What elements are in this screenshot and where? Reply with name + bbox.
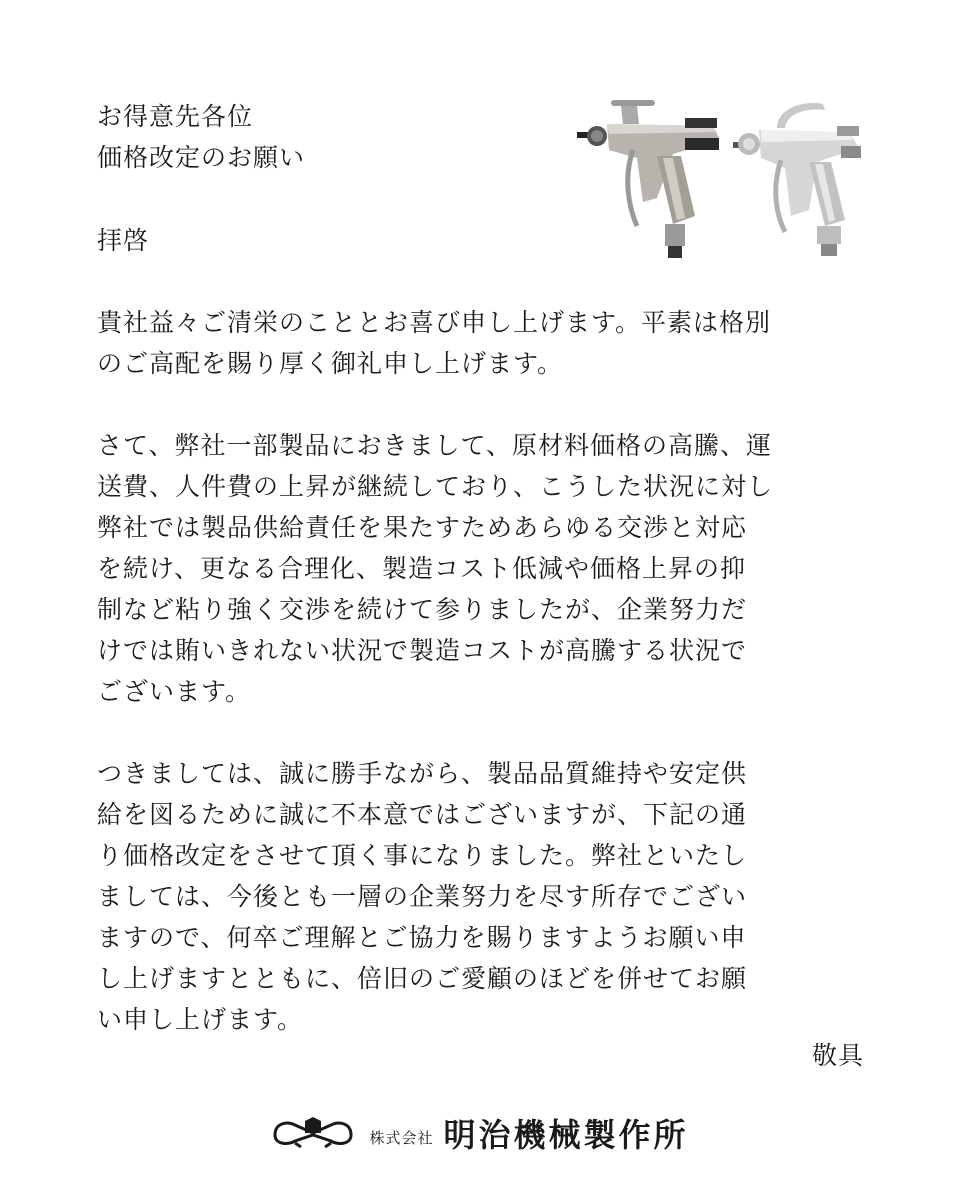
closing-salutation: 敬具 <box>811 1041 864 1070</box>
paragraph-price-revision: つきましては、誠に勝手ながら、製品品質維持や安定供 給を図るために誠に不本意ではございますが、下記の通 り価格改定をさせて頂く事になりました。弊社といたし ましては、今後とも一層の企業努力を尽す所存でござい ますので、何卒ご理解とご協力を賜りますようお願い申 し上げますとともに、倍旧のご愛顧のほどを併せてお願 い申し上げます。 <box>97 759 748 1034</box>
product-images <box>573 98 863 263</box>
letter-subject: 価格改定のお願い <box>97 143 306 172</box>
paragraph-seasonal-greeting: 貴社益々ご清栄のこととお喜び申し上げます。平素は格別 のご高配を賜り厚く御礼申し上げます。 <box>97 308 772 378</box>
company-signature <box>0 1108 960 1158</box>
company-type: 株式会社 <box>369 1128 434 1147</box>
spray-gun-dark-icon <box>577 100 719 258</box>
company-name: 明治機械製作所 <box>443 1116 689 1154</box>
paragraph-circumstances: さて、弊社一部製品におきまして、原材料価格の高騰、運 送費、人件費の上昇が継続しており、こうした状況に対し 弊社では製品供給責任を果たすためあらゆる交渉と対応 を続け、更なる合理化、製造コスト低減や価格上昇の抑 制など粘り強く交渉を続けて参りましたが、企業努力だ けでは賄いきれない状況で製造コストが高騰する状況で ございます。 <box>97 431 774 706</box>
recipient: お得意先各位 <box>97 102 254 131</box>
meiji-logo-icon <box>271 1113 355 1153</box>
spray-gun-silver-icon <box>733 103 861 256</box>
opening-salutation: 拝啓 <box>97 226 150 255</box>
